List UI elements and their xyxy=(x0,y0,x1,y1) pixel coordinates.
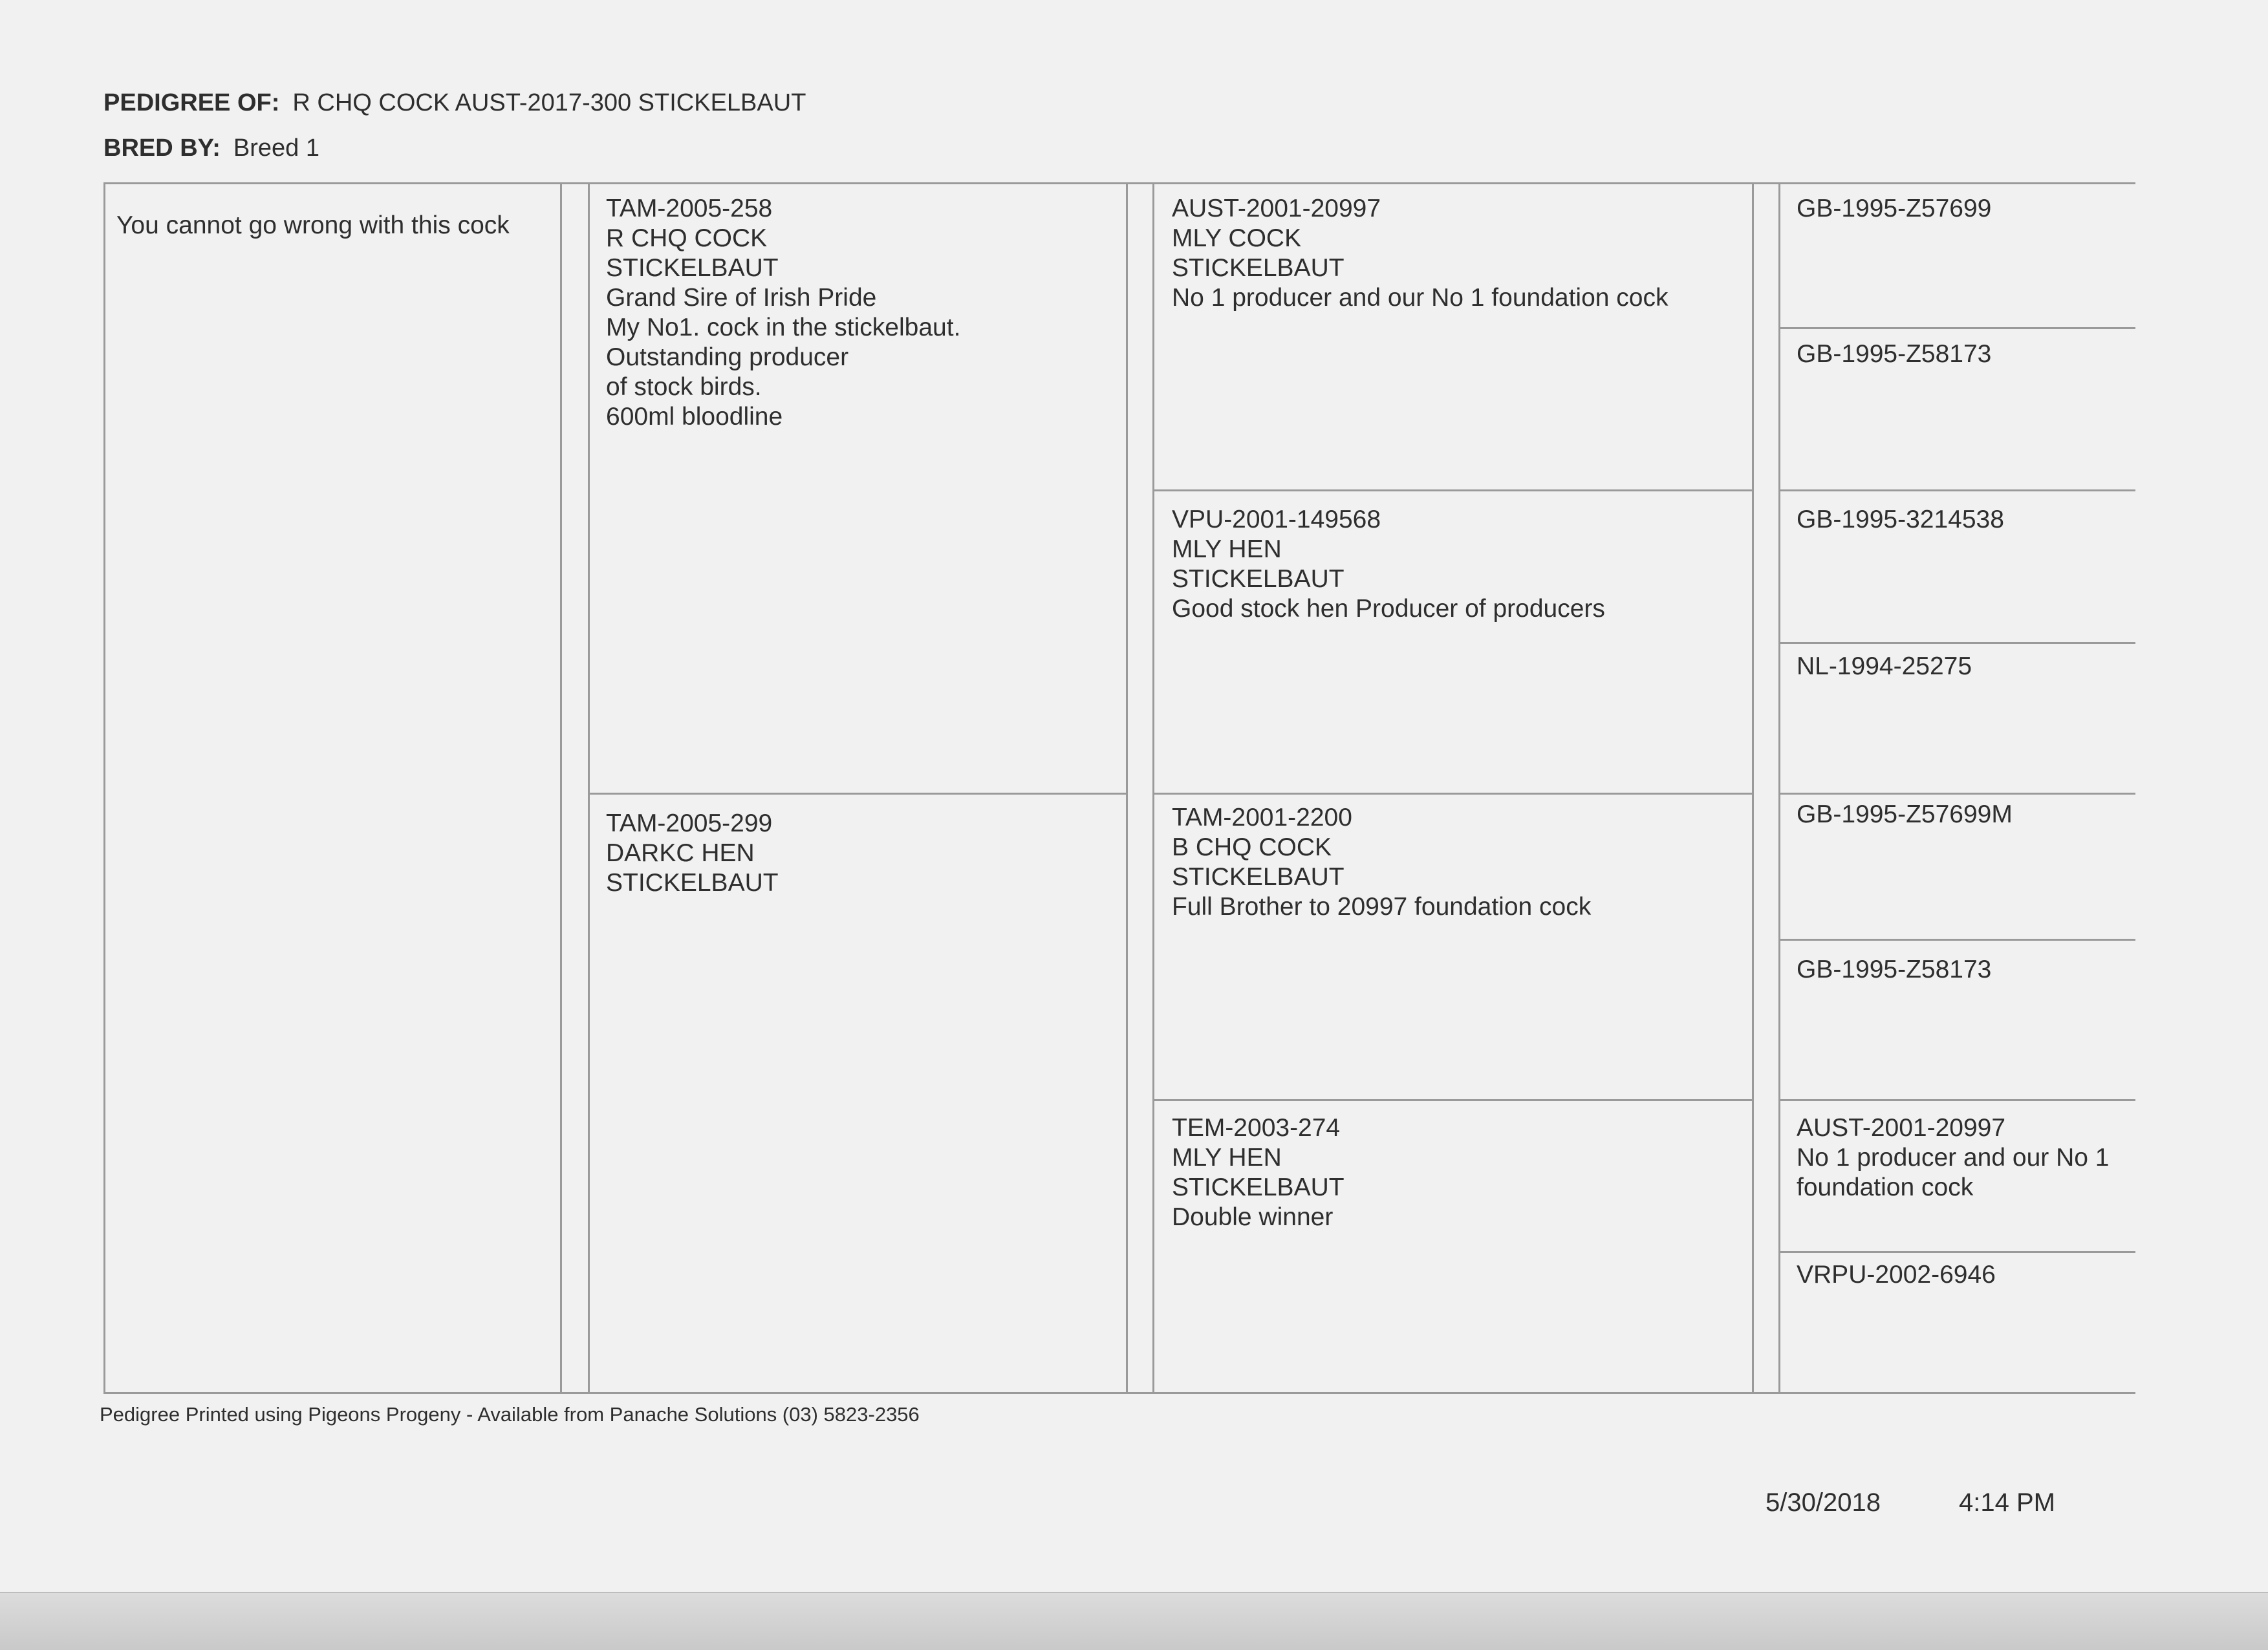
grandparent-3-cell xyxy=(1172,803,1591,922)
pedigree-line: GB-1995-3214538 xyxy=(1797,506,2004,533)
pedigree-line: TAM-2005-299 xyxy=(606,809,773,837)
pedigree-line: VRPU-2002-6946 xyxy=(1797,1261,1996,1289)
pedigree-line: TAM-2005-258 xyxy=(606,195,773,222)
pedigree-line: DARKC HEN xyxy=(606,839,755,867)
col3-left-border xyxy=(1152,182,1154,1392)
grid-top-border xyxy=(103,182,2135,184)
pedigree-line: STICKELBAUT xyxy=(1172,254,1345,282)
pedigree-line: B CHQ COCK xyxy=(1172,833,1332,861)
pedigree-line: Grand Sire of Irish Pride xyxy=(606,284,877,312)
pedigree-line: My No1. cock in the stickelbaut. xyxy=(606,314,961,341)
grid-left-border xyxy=(103,182,105,1392)
pedigree-line: MLY COCK xyxy=(1172,224,1302,252)
pedigree-line: MLY HEN xyxy=(1172,1144,1282,1172)
print-time: 4:14 PM xyxy=(1959,1488,2055,1517)
footer-credit: Pedigree Printed using Pigeons Progeny - Available from Panache Solutions (03) 5823-2356 xyxy=(100,1403,920,1426)
pedigree-of-value: R CHQ COCK AUST-2017-300 STICKELBAUT xyxy=(292,89,806,116)
subject-note: You cannot go wrong with this cock xyxy=(116,211,510,239)
bred-by-heading xyxy=(103,134,319,162)
pedigree-line: 600ml bloodline xyxy=(606,403,783,431)
grandparent-1-cell xyxy=(1172,194,1669,313)
scan-edge xyxy=(0,1592,2268,1650)
pedigree-line: foundation cock xyxy=(1797,1173,1974,1201)
great-grandparent-3-cell xyxy=(1797,505,2004,535)
great-grandparent-6-cell xyxy=(1797,955,1991,985)
pedigree-line: R CHQ COCK xyxy=(606,224,768,252)
pedigree-line: No 1 producer and our No 1 xyxy=(1797,1144,2110,1172)
great-grandparent-7-cell xyxy=(1797,1113,2109,1203)
pedigree-line: AUST-2001-20997 xyxy=(1172,195,1381,222)
pedigree-line: GB-1995-Z58173 xyxy=(1797,956,1992,983)
pedigree-line: STICKELBAUT xyxy=(1172,1173,1345,1201)
pedigree-line: GB-1995-Z58173 xyxy=(1797,340,1992,368)
great-grandparent-2-cell xyxy=(1797,339,1991,369)
col2-left-border xyxy=(588,182,590,1392)
grandparent-2-cell xyxy=(1172,505,1605,624)
pedigree-line: TAM-2001-2200 xyxy=(1172,804,1352,831)
bred-by-value: Breed 1 xyxy=(233,134,319,162)
great-grandparent-1-cell xyxy=(1797,194,1991,224)
pedigree-line: MLY HEN xyxy=(1172,535,1282,563)
pedigree-line: TEM-2003-274 xyxy=(1172,1114,1341,1142)
pedigree-line: GB-1995-Z57699 xyxy=(1797,195,1992,222)
pedigree-line: STICKELBAUT xyxy=(606,254,779,282)
pedigree-line: of stock birds. xyxy=(606,373,762,401)
gp-divider-3 xyxy=(1152,1099,1752,1101)
col2-right-border xyxy=(1126,182,1128,1392)
ggp-divider-2 xyxy=(1778,489,2135,491)
great-grandparent-4-cell xyxy=(1797,652,1972,681)
pedigree-of-heading xyxy=(103,89,806,117)
pedigree-of-label: PEDIGREE OF: xyxy=(103,89,280,116)
ggp-divider-7 xyxy=(1778,1251,2135,1253)
ggp-divider-4 xyxy=(1778,793,2135,795)
grandparent-4-cell xyxy=(1172,1113,1345,1232)
grid-bottom-border xyxy=(103,1392,2135,1394)
pedigree-line: Full Brother to 20997 foundation cock xyxy=(1172,893,1592,921)
sire-cell xyxy=(606,194,960,432)
pedigree-line: STICKELBAUT xyxy=(606,869,779,897)
gp-divider-1 xyxy=(1152,489,1752,491)
bred-by-label: BRED BY: xyxy=(103,134,221,162)
ggp-divider-1 xyxy=(1778,327,2135,329)
gp-divider-2 xyxy=(1152,793,1752,795)
col1-right-border xyxy=(560,182,562,1392)
col4-left-border xyxy=(1778,182,1780,1392)
great-grandparent-8-cell xyxy=(1797,1260,1996,1290)
pedigree-line: AUST-2001-20997 xyxy=(1797,1114,2006,1142)
pedigree-line: NL-1994-25275 xyxy=(1797,652,1972,680)
pedigree-line: No 1 producer and our No 1 foundation cock xyxy=(1172,284,1669,312)
pedigree-line: STICKELBAUT xyxy=(1172,863,1345,891)
dam-cell xyxy=(606,809,779,898)
pedigree-line: STICKELBAUT xyxy=(1172,565,1345,593)
ggp-divider-6 xyxy=(1778,1099,2135,1101)
print-date: 5/30/2018 xyxy=(1766,1488,1881,1517)
pedigree-line: GB-1995-Z57699M xyxy=(1797,800,2013,828)
pedigree-line: Double winner xyxy=(1172,1203,1334,1231)
pedigree-line: Outstanding producer xyxy=(606,343,849,371)
col3-right-border xyxy=(1752,182,1754,1392)
pedigree-line: Good stock hen Producer of producers xyxy=(1172,595,1605,623)
ggp-divider-3 xyxy=(1778,642,2135,644)
great-grandparent-5-cell xyxy=(1797,800,2013,830)
parents-divider xyxy=(588,793,1126,795)
ggp-divider-5 xyxy=(1778,939,2135,941)
pedigree-line: VPU-2001-149568 xyxy=(1172,506,1381,533)
